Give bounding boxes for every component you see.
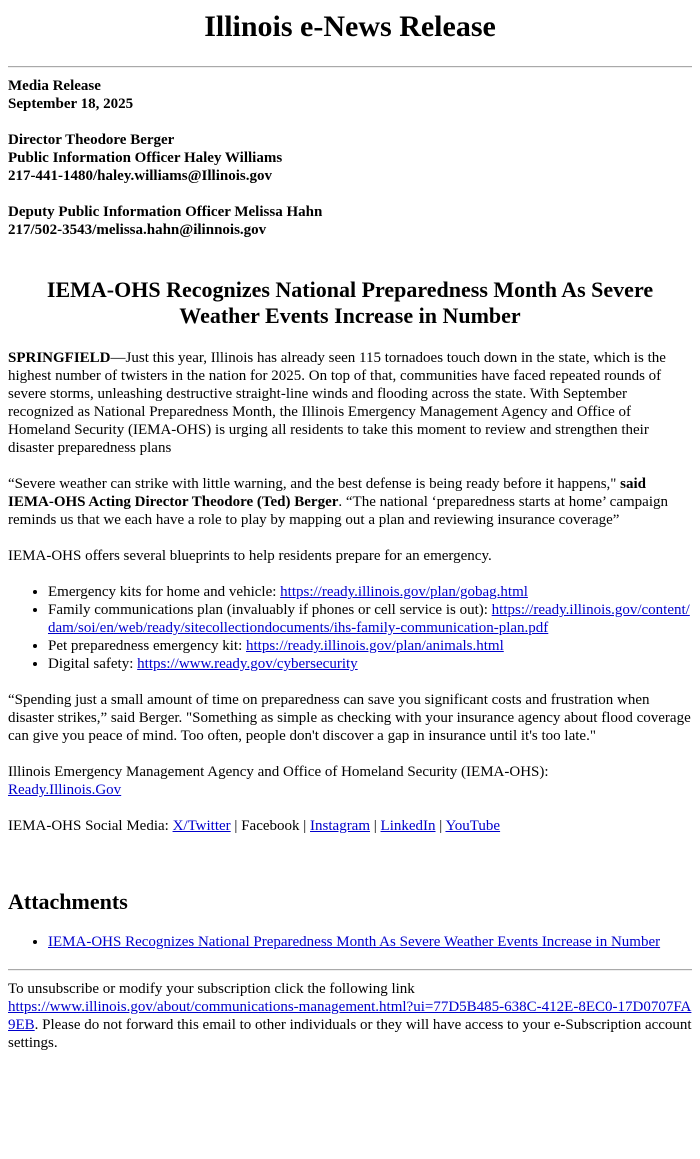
paragraph-blueprints: IEMA-OHS offers several blueprints to help residents prepare for an emergency. [8, 548, 492, 564]
attachments-list [8, 933, 692, 951]
list-item: • Family communications plan (invaluably if phones or cell service is out): https://ready.illinois.gov/content/dam/soi/en/web/ready/sitecollectiondocuments/ihs-family-communication-plan.pdf [48, 601, 692, 637]
animals-link[interactable]: https://ready.illinois.gov/plan/animals.html [246, 638, 504, 654]
twitter-link[interactable]: X/Twitter [172, 818, 231, 834]
release-date: September 18, 2025 [8, 96, 134, 112]
email-body [0, 12, 700, 1052]
top-divider [8, 66, 692, 68]
bottom-divider [8, 969, 692, 971]
cybersecurity-link[interactable]: https://www.ready.gov/cybersecurity [137, 656, 358, 672]
unsubscribe-link[interactable]: https://www.illinois.gov/about/communications-management.html?ui=77D5B485-638C-412E-8EC0-17D0707FA9EB [8, 999, 692, 1033]
list-item: • Digital safety: https://www.ready.gov/cybersecurity [48, 655, 692, 673]
footer [8, 980, 692, 1052]
list-item [48, 933, 692, 951]
director-name: Director Theodore Berger [8, 132, 175, 148]
attachment-link[interactable]: IEMA-OHS Recognizes National Preparedness Month As Severe Weather Events Increase in Number [48, 934, 661, 950]
quote-text: “Severe weather can strike with little warning, and the best defense is being ready before it happens," [8, 476, 617, 492]
quote-attribution: said IEMA-OHS Acting Director Theodore (Ted) Berger [8, 476, 647, 510]
pio-contact: 217-441-1480/haley.williams@Illinois.gov [8, 168, 272, 184]
unsubscribe-text: To unsubscribe or modify your subscription click the following link https://www.illinois.gov/about/communications-management.html?ui=77D5B485-638C-412E-8EC0-17D0707FA9EB. Please do not forward this email to other individuals or they will have access to your e-Subscription account settings. [8, 981, 692, 1051]
list-item: • Emergency kits for home and vehicle: https://ready.illinois.gov/plan/gobag.html [48, 583, 692, 601]
paragraph-quote [8, 475, 692, 529]
pio-name: Public Information Officer Haley Williams [8, 150, 283, 166]
intro-text: —Just this year, Illinois has already seen 115 tornadoes touch down in the state, which is the highest number of twisters in the nation for 2025. On top of that, communities have faced repeated rounds of severe storms, unleashing destructive straight-line winds and flooding across the state. With September recognized as National Preparedness Month, the Illinois Emergency Management Agency and Office of Homeland Security (IEMA-OHS) is urging all residents to take this moment to review and strengthen their disaster preparedness plans [8, 350, 666, 456]
paragraph-intro [8, 349, 692, 457]
ready-illinois-link[interactable]: Ready.Illinois.Gov [8, 782, 122, 798]
resource-list [8, 583, 692, 673]
dateline: SPRINGFIELD [8, 350, 111, 366]
deputy-contact: 217/502-3543/melissa.hahn@ilinnois.gov [8, 222, 267, 238]
deputy-name: Deputy Public Information Officer Melissa Hahn [8, 204, 323, 220]
attachments-heading: Attachments [8, 889, 128, 914]
paragraph-agency: Illinois Emergency Management Agency and Office of Homeland Security (IEMA-OHS): Ready.Illinois.Gov [8, 764, 549, 798]
youtube-link[interactable]: YouTube [445, 818, 501, 834]
quote-rest: . “The national ‘preparedness starts at home’ campaign reminds us that we each have a role to play by mapping out a plan and reviewing insurance coverage” [8, 494, 668, 528]
linkedin-link[interactable]: LinkedIn [380, 818, 436, 834]
release-type: Media Release [8, 78, 101, 94]
facebook-label: Facebook [241, 818, 300, 834]
contact-block [8, 77, 692, 239]
release-headline: IEMA-OHS Recognizes National Preparedness Month As Severe Weather Events Increase in Number [46, 277, 654, 328]
gobag-link[interactable]: https://ready.illinois.gov/plan/gobag.html [280, 584, 528, 600]
instagram-link[interactable]: Instagram [310, 818, 371, 834]
page-title: Illinois e-News Release [204, 10, 496, 43]
family-plan-link[interactable]: https://ready.illinois.gov/content/dam/soi/en/web/ready/sitecollectiondocuments/ihs-family-communication-plan.pdf [48, 602, 690, 636]
list-item: • Pet preparedness emergency kit: https://ready.illinois.gov/plan/animals.html [48, 637, 692, 655]
paragraph-berger-quote: “Spending just a small amount of time on preparedness can save you significant costs and frustration when disaster strikes,” said Berger. "Something as simple as checking with your insurance agency about flood coverage can give you peace of mind. Too often, people don't discover a gap in insurance until it's too late." [8, 692, 691, 744]
social-media-line: IEMA-OHS Social Media: X/Twitter | Facebook | Instagram | LinkedIn | YouTube [8, 818, 501, 834]
